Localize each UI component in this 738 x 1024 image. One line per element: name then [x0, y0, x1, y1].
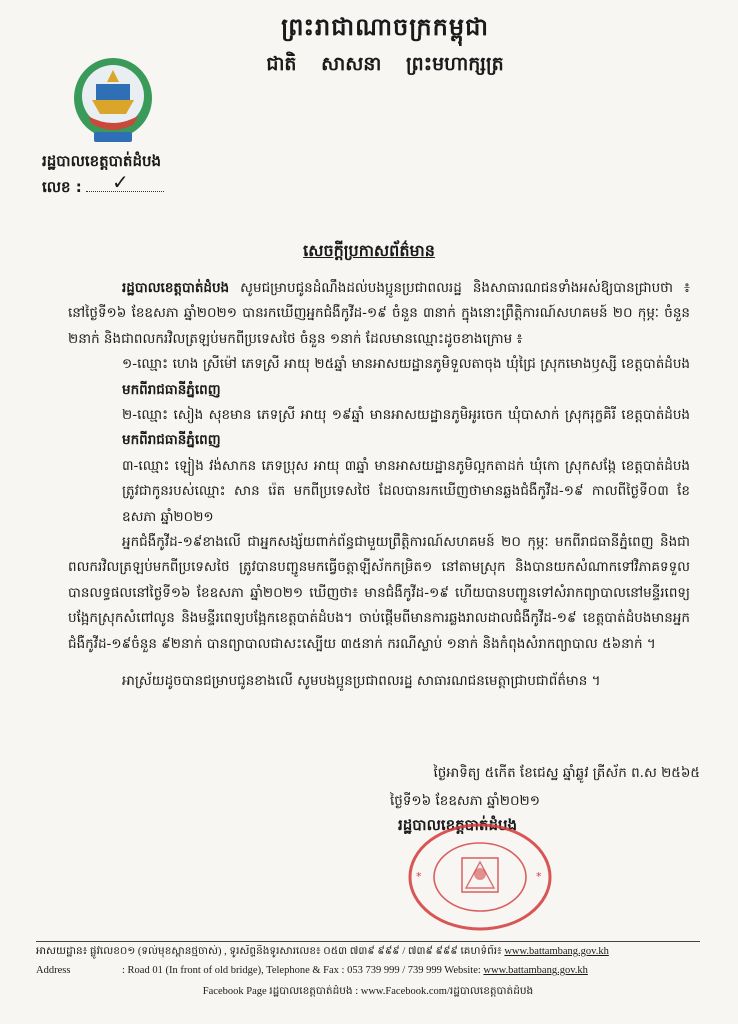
provincial-emblem-logo [72, 56, 154, 148]
footer-address-khmer [36, 945, 700, 960]
footer-address-english [36, 965, 700, 976]
reference-number-line [42, 178, 164, 200]
closing-paragraph: អាស្រ័យដូចបានជម្រាបជូនខាងលើ សូមបងប្អូនប្រជាពលរដ្ឋ សាធារណជនមេត្តាជ្រាបជាព័ត៌មាន ។ [122, 673, 601, 690]
list-item-origin: មកពីរាជធានីភ្នំពេញ [122, 381, 221, 398]
website-link[interactable]: www.battambang.gov.kh [504, 946, 609, 957]
situation-paragraph: អ្នកជំងឺកូវីដ-១៩ខាងលើ ជាអ្នកសង្ស័យពាក់ព័ន្ធជាមួយព្រឹត្តិការណ៍សហគមន៍ ២០ កុម្ភៈ មកពីរាជធានីភ្នំពេញ និងជាពលករវិលត្រឡប់មកពីប្រទេសថៃ ត្រូវបានបញ្ជូនមកធ្វើចត្តាឡីស័កកម្រិត១ នៅតាមស្រុក និងបានយកសំណាកទៅវិភាគទទួលបានលទ្ធផលនៅថ្ងៃទី១៦ ខែឧសភា ឆ្នាំ២០២១ ឃើញថា៖ មានជំងឺកូវីដ-១៩ ហើយបានបញ្ជូនទៅសំរាកព្យាបាលនៅមន្ទីរពេទ្យបង្អែកស្រុកសំពៅលូន និងមន្ទីរពេទ្យបង្អែកខេត្តបាត់ដំបង។ ចាប់ផ្តើមពីមានការឆ្លងរាលដាលជំងឺកូវីដ-១៩ ខេត្តបាត់ដំបងមានអ្នកជំងឺកូវីដ-១៩ចំនួន ៩២នាក់ បានព្យាបាលជាសះស្បើយ ៣៥នាក់ ករណីស្លាប់ ១នាក់ និងកំពុងសំរាកព្យាបាល ៥៦នាក់ ។ [68, 534, 690, 652]
signer-title: រដ្ឋបាលខេត្តបាត់ដំបង [398, 816, 518, 834]
footer-address-english-text: : Road 01 (In front of old bridge), Telephone & Fax : 053 739 999 / 739 999 Website: [122, 965, 481, 976]
issue-date: ថ្ងៃទី១៦ ខែឧសភា ឆ្នាំ២០២១ [390, 793, 540, 809]
list-item [68, 454, 690, 530]
reference-label: លេខ : [42, 178, 82, 196]
sender-ministry: រដ្ឋបាលខេត្តបាត់ដំបង [42, 152, 162, 170]
document-title: សេចក្តីប្រកាសព័ត៌មាន [303, 241, 435, 260]
official-seal-stamp [406, 822, 554, 932]
footer-divider [36, 941, 700, 942]
list-item-text: ១-ឈ្មោះ ហេង ស្រីម៉ៅ ភេទស្រី អាយុ ២៥ឆ្នាំ មានអាសយដ្ឋានភូមិទួលតាចុង ឃុំជ្រៃ ស្រុកមោងឫស្សី ខេត្តបាត់ដំបង [122, 356, 690, 373]
document-body [68, 276, 690, 695]
intro-paragraph [68, 276, 690, 352]
website-link-en[interactable]: www.battambang.gov.kh [483, 965, 588, 976]
list-item [68, 352, 690, 403]
intro-text: សូមជម្រាបជូនដំណឹងដល់បងប្អូនប្រជាពលរដ្ឋ និងសាធារណជនទាំងអស់ឱ្យបានជ្រាបថា ៖ នៅថ្ងៃទី១៦ ខែឧសភា ឆ្នាំ២០២១ បានរកឃើញអ្នកជំងឺកូវីដ-១៩ ចំនួន ៣នាក់ ក្នុងនោះព្រឹត្តិការណ៍សហគមន៍ ២០ កុម្ភៈ ចំនួន ២នាក់ និងជាពលករវិលត្រឡប់មកពីប្រទេសថៃ ចំនួន ១នាក់ ដែលមានឈ្មោះដូចខាងក្រោម ៖ [68, 280, 690, 347]
list-item [68, 403, 690, 454]
intro-lead: រដ្ឋបាលខេត្តបាត់ដំបង [122, 280, 230, 296]
list-item-text: ២-ឈ្មោះ សៀង សុខមាន ភេទស្រី អាយុ ១៩ឆ្នាំ មានអាសយដ្ឋានភូមិអូរចេក ឃុំបាសាក់ ស្រុករុក្ខគិរី ខេត្តបាត់ដំបង [122, 407, 690, 424]
national-motto: ជាតិ សាសនា ព្រះមហាក្សត្រ [266, 53, 504, 75]
kingdom-title: ព្រះរាជាណាចក្រកម្ពុជា [281, 13, 489, 41]
lunar-date: ថ្ងៃអាទិត្យ ៥កើត ខែជេស្ឋ ឆ្នាំឆ្លូវ ត្រីស័ក ព.ស ២៥៦៥ [433, 765, 700, 781]
handwritten-check-icon: ✓ [112, 170, 129, 194]
svg-text:*: * [416, 870, 422, 883]
footer-address-khmer-text: អាសយដ្ឋាន៖ ផ្លូវលេខ០១ (ទល់មុខស្ពានថ្មចាស់) , ទូរស័ព្ទនិងទូរសារលេខ៖ ០៥៣ ៧៣៩ ៩៩៩ / ៧៣៩ ៩៩៩ គេហទំព័រ៖ [36, 946, 502, 957]
svg-text:*: * [536, 870, 542, 883]
list-item-origin: មកពីរាជធានីភ្នំពេញ [122, 432, 221, 449]
footer-address-label: Address [36, 965, 71, 976]
footer-facebook: Facebook Page រដ្ឋបាលខេត្តបាត់ដំបង : www.Facebook.com/រដ្ឋបាលខេត្តបាត់ដំបង [202, 986, 534, 997]
list-item-text: ៣-ឈ្មោះ ឡៀង វង់សាកន ភេទប្រុស អាយុ ៣ឆ្នាំ មានអាសយដ្ឋានភូមិល្អកតាដក់ ឃុំកោ ស្រុកសង្កែ ខេត្តបាត់ដំបង ត្រូវជាកូនរបស់ឈ្មោះ សាន រ៉េត មកពីប្រទេសថៃ ដែលបានរកឃើញថាមានឆ្លងជំងឺកូវីដ-១៩ កាលពីថ្ងៃទី០៣ ខែឧសភា ឆ្នាំ២០២១ [122, 457, 690, 525]
